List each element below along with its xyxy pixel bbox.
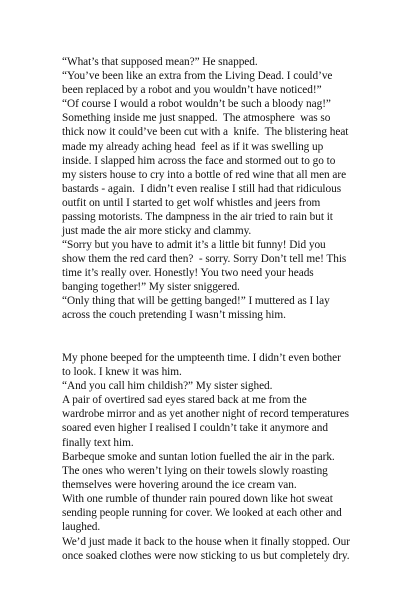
text-line: sending people running for cover. We looked at each other and	[62, 507, 342, 520]
text-line: wardrobe mirror and as yet another night of record temperatures	[62, 408, 350, 421]
text-line: show them the red card then? - sorry. Sorry Don’t tell me! This	[62, 253, 347, 266]
text-line: Something inside me just snapped. The atmosphere was so	[62, 112, 331, 125]
text-line: bastards - again. I didn’t even realise I still had that ridiculous	[62, 182, 342, 195]
text-line: A pair of overtired sad eyes stared back at me from the	[62, 394, 307, 407]
text-line: been replaced by a robot and you wouldn’t have noticed!”	[62, 84, 322, 97]
text-line: just made the air more sticky and clammy.	[62, 225, 252, 238]
text-line: “Sorry but you have to admit it’s a little bit funny! Did you	[62, 239, 326, 251]
text-line: thick now it could’ve been cut with a knife. The blistering heat	[62, 126, 349, 139]
text-line: The ones who weren’t lying on their towels slowly roasting	[62, 465, 328, 478]
text-line: time it’s really over. Honestly! You two need your heads	[62, 267, 314, 280]
text-line: “What’s that supposed mean?” He snapped.	[62, 56, 258, 68]
text-line: “And you call him childish?” My sister sighed.	[62, 380, 273, 393]
text-line: my sisters house to cry into a bottle of red wine that all men are	[62, 168, 347, 181]
paragraph-2	[62, 238, 407, 323]
text-line: soared even higher I realised I couldn’t take it anymore and	[62, 422, 328, 435]
text-line: With one rumble of thunder rain poured down like hot sweat	[62, 493, 333, 506]
text-line: “Of course I would a robot wouldn’t be such a bloody nag!”	[62, 98, 331, 111]
text-line: to look. I knew it was him.	[62, 366, 182, 379]
text-line: inside. I slapped him across the face and stormed out to go to	[62, 154, 336, 167]
text-line: finally text him.	[62, 436, 134, 449]
text-line: outfit on until I started to get wolf whistles and jeers from	[62, 196, 321, 209]
text-line: My phone beeped for the umpteenth time. I didn’t even bother	[62, 352, 341, 364]
text-line: across the couch pretending I wasn’t missing him.	[62, 309, 286, 322]
text-line: banging together!” My sister sniggered.	[62, 281, 240, 294]
text-line: Barbeque smoke and suntan lotion fuelled the air in the park.	[62, 451, 335, 463]
text-line: “You’ve been like an extra from the Living Dead. I could’ve	[62, 70, 333, 83]
paragraph-4	[62, 450, 407, 563]
text-line: We’d just made it back to the house when it finally stopped. Our	[62, 535, 350, 548]
text-line: once soaked clothes were now sticking to us but completely dry.	[62, 549, 350, 562]
text-line: laughed.	[62, 521, 101, 534]
paragraph-1	[62, 55, 407, 238]
text-line: passing motorists. The dampness in the air tried to rain but it	[62, 211, 333, 224]
paragraph-3	[62, 351, 407, 450]
text-line: “Only thing that will be getting banged!” I muttered as I lay	[62, 295, 330, 308]
text-line: made my already aching head feel as if it was swelling up	[62, 140, 324, 153]
text-line: themselves were hovering around the ice cream van.	[62, 479, 297, 492]
